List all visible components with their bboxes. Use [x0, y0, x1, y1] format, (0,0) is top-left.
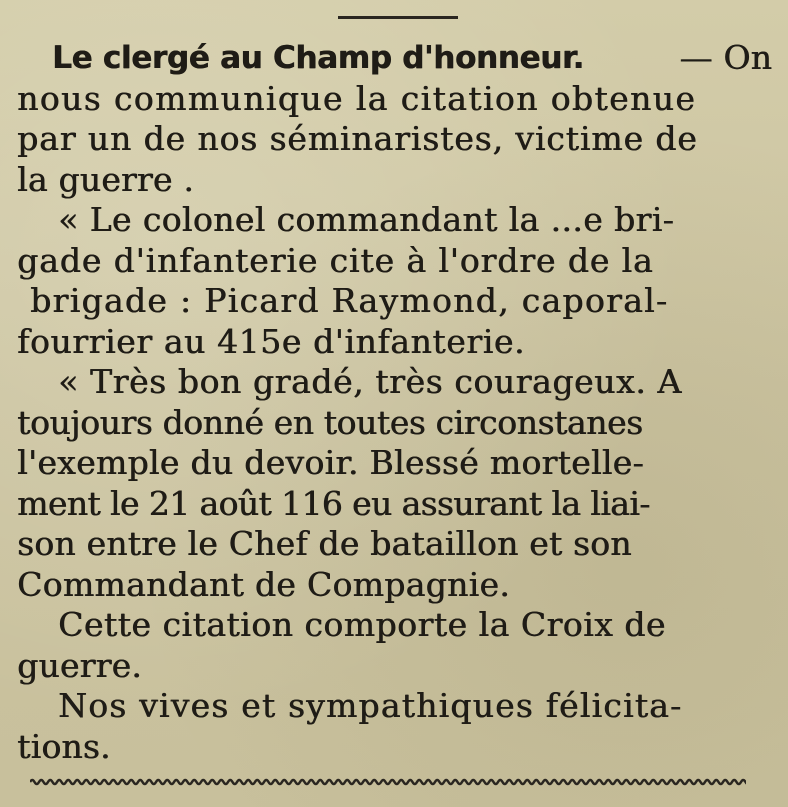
article-line-text: tions. [17, 726, 111, 766]
article-line [0, 322, 788, 363]
article-line [0, 281, 788, 322]
article-line [0, 727, 788, 768]
article-line-text: par un de nos séminaristes, victime de [17, 119, 698, 158]
article-line-text: Nos vives et sympathiques félicita- [58, 686, 683, 725]
article-line [0, 403, 788, 444]
article-line [0, 605, 788, 646]
article-line-text: son entre le Chef de bataillon et son [17, 524, 632, 563]
article-line-text: ment le 21 août 116 eu assurant la liai- [17, 483, 650, 523]
article-title: Le clergé au Champ d'honneur. [52, 40, 584, 76]
article-body [0, 38, 788, 767]
article-line [0, 200, 788, 241]
article-line [0, 524, 788, 565]
article-line-text: Cette citation comporte la Croix de [58, 605, 666, 644]
article-line-text: Commandant de Compagnie. [17, 564, 510, 604]
article-line [0, 38, 772, 79]
article-line [0, 160, 788, 201]
article-line-text: gade d'infanterie cite à l'ordre de la [17, 240, 654, 280]
article-line-text: « Le colonel commandant la ...e bri- [58, 200, 675, 239]
article-line [0, 241, 788, 282]
bottom-wavy-rule [30, 775, 746, 789]
article-line [0, 79, 775, 120]
article-line-text: guerre. [17, 645, 142, 685]
article-line [0, 686, 788, 727]
article-line-text: — On [679, 38, 772, 77]
article-line-text: la guerre . [17, 159, 194, 199]
article-line-text: toujours donné en toutes circonstanes [17, 402, 643, 442]
article-line [0, 362, 788, 403]
article-line-text: l'exemple du devoir. Blessé mortelle- [17, 443, 644, 482]
article-line-text: « Très bon gradé, très courageux. A [58, 362, 682, 401]
article-line-text: fourrier au 415e d'infanterie. [17, 321, 525, 361]
top-separator-rule [338, 16, 458, 19]
article-line [0, 484, 788, 525]
article-line [0, 443, 788, 484]
article-line-text: nous communique la citation obtenue [17, 78, 697, 118]
article-line [0, 565, 788, 606]
article-line [0, 646, 788, 687]
article-line [0, 119, 775, 160]
article-line-text: brigade : Picard Raymond, caporal- [30, 281, 669, 320]
